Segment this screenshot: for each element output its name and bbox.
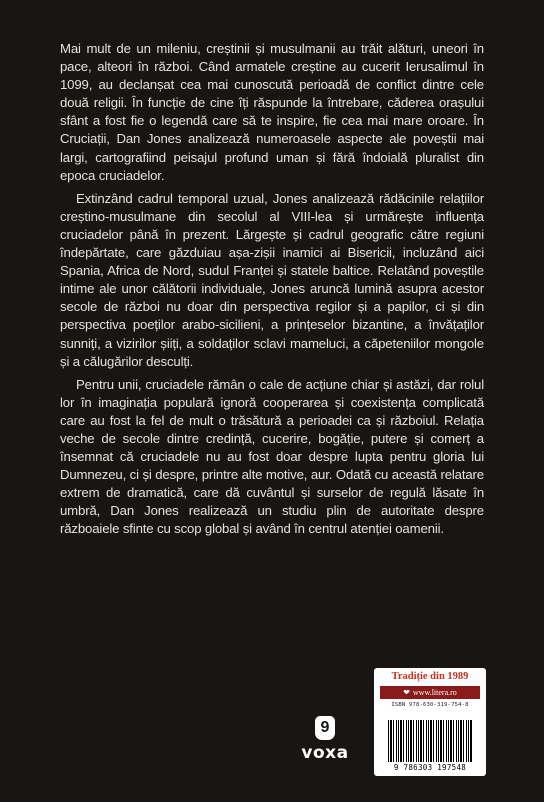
paragraph-2: Extinzând cadrul temporal uzual, Jones analizează rădăcinile relațiilor creștino-musulmane din secolul al VIII-lea și urmărește influența cruciadelor până în prezent. Lărgește și cadrul geografic către regiuni îndepărtate, care găzduiau așa-zișii inamici ai Bisericii, incluzând aici Spania, Africa de Nord, sudul Franței și statele baltice. Relatând poveștile intime ale unor călătorii individuale, Jones aruncă lumină asupra acestor secole de război nu doar din perspectiva regilor și a papilor, ci și din perspectiva poeților arabo-sicilieni, a prințeselor bizantine, a învățaților sunniți, a vizirilor șiiți, a soldaților sclavi mameluci, a căpeteniilor mongole și a călugărilor desculți. xyxy=(60,190,484,369)
paragraph-1: Mai mult de un mileniu, creștinii și musulmanii au trăit alături, uneori în pace, alteori în război. Când armatele creștine au cucerit Ierusalimul în 1099, au declanșat cea mai cunoscută perioadă de conflict dintre cele două religii. În funcție de cine îți răspunde la întrebare, căderea orașului sfânt a fost fie o legendă care să te inspire, fie cea mai mare oroare. În Cruciații, Dan Jones analizează numeroasele aspecte ale poveștii mai largi, cartografiind peisajul profund uman și fără îndoială pluralist din epoca cruciadelor. xyxy=(60,41,484,183)
barcode-digits: 9 786303 197548 xyxy=(393,763,467,772)
publisher-name: voxa xyxy=(301,743,349,763)
heart-icon: ❤ xyxy=(403,688,410,697)
tagline: Tradiție din 1989 xyxy=(391,671,469,682)
isbn-text: ISBN 978-630-319-754-8 xyxy=(391,702,469,708)
paragraph-3: Pentru unii, cruciadele rămân o cale de acțiune chiar și astăzi, dar rolul lor în imaginația populară ignoră cooperarea și coexistența complicată care au fost la fel de mult o trăsătură a perioadei ca și războiul. Relația veche de secole dintre credință, cucerire, bogăție, putere și comerț a însemnat că cruciadele nu au fost doar despre lupta pentru gloria lui Dumnezeu, ci și despre, printre alte motive, aur. Odată cu această relatare extrem de dramatică, care dă cuvântul și surselor de regulă lăsate în umbră, Dan Jones realizează un studiu plin de autoritate despre războaiele sfinte cu scop global și având în centrul atenției oamenii. xyxy=(60,376,484,537)
isbn-sticker xyxy=(374,668,486,776)
barcode-icon xyxy=(388,720,472,762)
blurb-text xyxy=(60,40,484,544)
publisher-mark-icon xyxy=(315,716,335,740)
website-url: www.litera.ro xyxy=(412,688,457,697)
publisher-mark-glyph: 9 xyxy=(320,719,330,736)
publisher-logo xyxy=(301,716,349,763)
website-band xyxy=(380,686,480,699)
